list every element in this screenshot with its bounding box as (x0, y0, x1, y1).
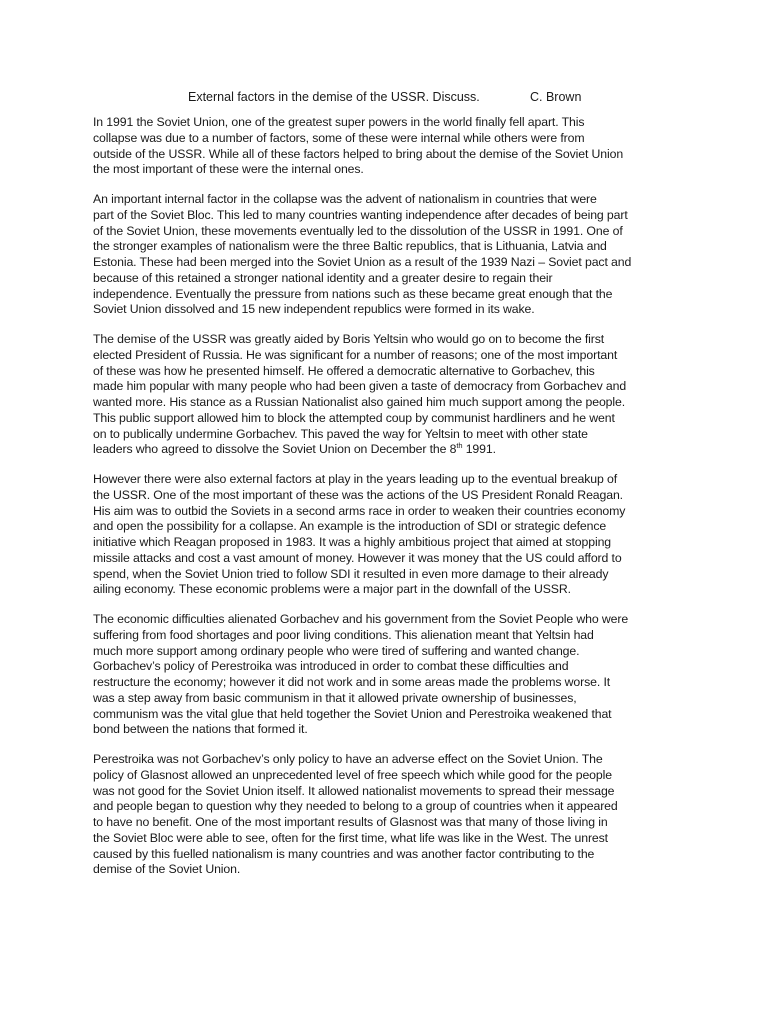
text-line: missile attacks and cost a vast amount of money. However it was money that the US could afford to (93, 550, 622, 565)
paragraph-4 (93, 472, 679, 598)
text-line: ailing economy. These economic problems were a major part in the downfall of the USSR. (93, 582, 571, 597)
text-line: policy of Glasnost allowed an unprecedented level of free speech which while good for the people (93, 767, 612, 782)
text-line: because of this retained a stronger national identity and a greater desire to regain their (93, 270, 553, 285)
text-line: was not good for the Soviet Union itself. It allowed nationalist movements to spread their message (93, 783, 615, 798)
text-line: the USSR. One of the most important of these was the actions of the US President Ronald Reagan. (93, 487, 623, 502)
text-line: part of the Soviet Bloc. This led to many countries wanting independence after decades of being part (93, 207, 628, 222)
text-line: elected President of Russia. He was significant for a number of reasons; one of the most important (93, 347, 618, 362)
text-line: In 1991 the Soviet Union, one of the greatest super powers in the world finally fell apart. This (93, 115, 585, 129)
text-line: This public support allowed him to block the attempted coup by communist hardliners and he went (93, 410, 615, 425)
text-line: made him popular with many people who had been given a taste of democracy from Gorbachev and (93, 379, 627, 394)
text-line: Soviet Union dissolved and 15 new independent republics were formed in its wake. (93, 302, 535, 317)
text-line: to have no benefit. One of the most important results of Glasnost was that many of those living in (93, 815, 608, 829)
text-line: spend, when the Soviet Union tried to follow SDI it resulted in even more damage to their already (93, 566, 609, 581)
document-title: External factors in the demise of the USSR. Discuss. (188, 90, 480, 104)
text-line: His aim was to outbid the Soviets in a second arms race in order to weaken their countries economy (93, 503, 626, 518)
text-line: communism was the vital glue that held together the Soviet Union and Perestroika weakened that (93, 706, 612, 721)
document-header (0, 88, 768, 106)
paragraph-2 (93, 192, 679, 318)
text-line-with-superscript (93, 442, 679, 458)
text-line: was a step away from basic communism in that it allowed private ownership of businesses, (93, 690, 577, 705)
text-line: the Soviet Bloc were able to see, often for the first time, what life was like in the West. The unrest (93, 830, 608, 845)
text-line: The demise of the USSR was greatly aided by Boris Yeltsin who would go on to become the first (93, 332, 605, 346)
text-line: outside of the USSR. While all of these factors helped to bring about the demise of the Soviet Union (93, 146, 624, 161)
text-line: wanted more. His stance as a Russian Nationalist also gained him much support among the people. (93, 395, 626, 409)
text-fragment: leaders who agreed to dissolve the Soviet Union on December the 8 (93, 442, 457, 457)
text-line: of the Soviet Union, these movements eventually led to the dissolution of the USSR in 1991. One of (93, 223, 623, 238)
text-line: and people began to question why they needed to belong to a group of countries when it appeared (93, 799, 618, 814)
text-line: the stronger examples of nationalism were the three Baltic republics, that is Lithuania, Latvia and (93, 239, 607, 254)
text-line: The economic difficulties alienated Gorbachev and his government from the Soviet People who were (93, 612, 629, 626)
text-line: independence. Eventually the pressure from nations such as these became great enough that the (93, 286, 613, 301)
paragraph-5 (93, 612, 679, 738)
paragraph-3 (93, 332, 679, 458)
text-line: demise of the Soviet Union. (93, 862, 241, 877)
text-fragment: 1991. (462, 442, 496, 457)
text-line: initiative which Reagan proposed in 1983. It was a highly ambitious project that aimed at stopping (93, 535, 612, 549)
text-line: much more support among ordinary people who were tired of suffering and wanted change. (93, 643, 580, 658)
text-line: However there were also external factors at play in the years leading up to the eventual breakup of (93, 472, 618, 486)
text-line: the most important of these were the internal ones. (93, 162, 364, 177)
text-line: bond between the nations that formed it. (93, 722, 308, 737)
text-line: and open the possibility for a collapse. An example is the introduction of SDI or strategic defence (93, 519, 607, 534)
text-line: An important internal factor in the collapse was the advent of nationalism in countries that were (93, 192, 597, 206)
text-line: on to publically undermine Gorbachev. This paved the way for Yeltsin to meet with other state (93, 426, 588, 441)
text-line: Estonia. These had been merged into the Soviet Union as a result of the 1939 Nazi – Soviet pact and (93, 255, 632, 269)
text-line: caused by this fuelled nationalism is many countries and was another factor contributing to the (93, 846, 595, 861)
document-author: C. Brown (530, 90, 582, 104)
superscript-ordinal: th (456, 441, 463, 451)
document-body (93, 115, 679, 892)
paragraph-1 (93, 115, 679, 178)
text-line: suffering from food shortages and poor living conditions. This alienation meant that Yeltsin had (93, 627, 594, 642)
text-line: Gorbachev’s policy of Perestroika was introduced in order to combat these difficulties and (93, 659, 569, 674)
text-line: restructure the economy; however it did not work and in some areas made the problems worse. It (93, 675, 611, 689)
text-line: Perestroika was not Gorbachev’s only policy to have an adverse effect on the Soviet Union. The (93, 752, 603, 766)
text-line: collapse was due to a number of factors, some of these were internal while others were from (93, 130, 585, 145)
paragraph-6 (93, 752, 679, 878)
text-line: of these was how he presented himself. He offered a democratic alternative to Gorbachev, this (93, 363, 595, 378)
